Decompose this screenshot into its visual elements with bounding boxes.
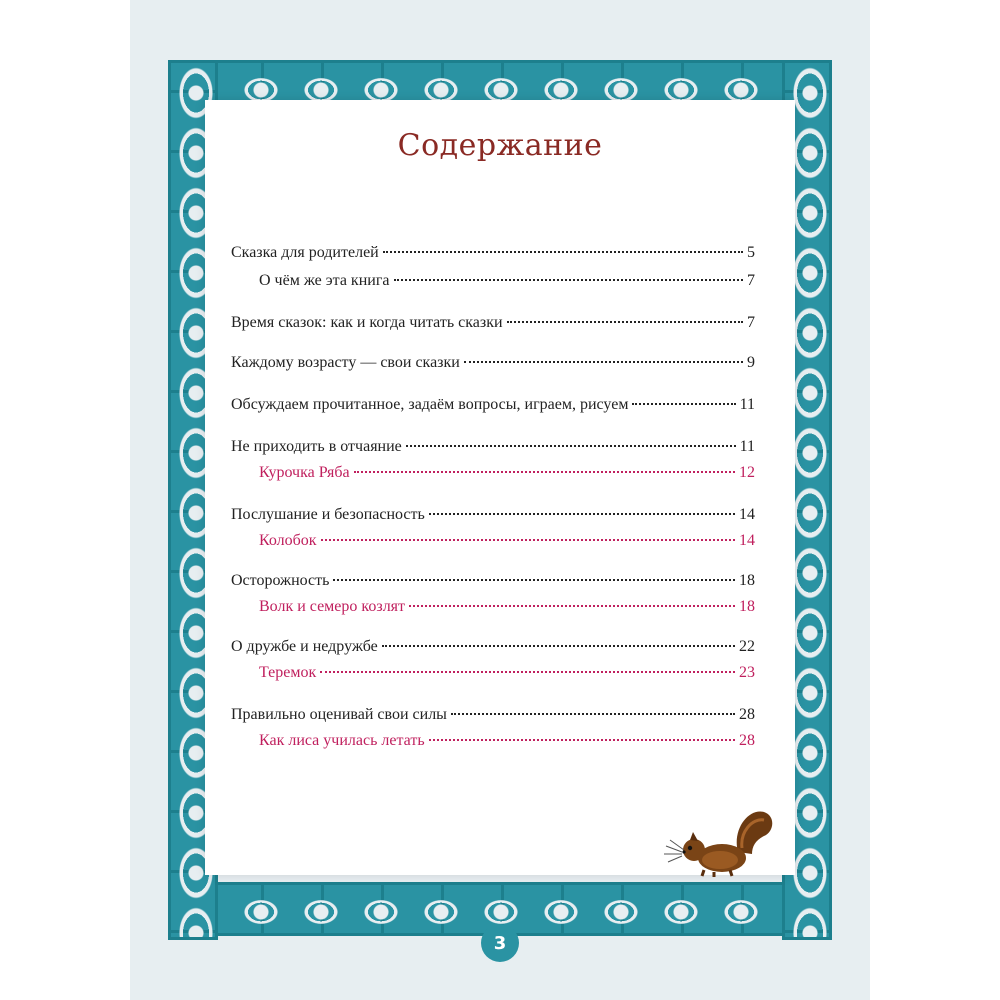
squirrel-illustration — [660, 800, 780, 880]
toc-entry-page: 14 — [739, 506, 755, 523]
leader-dots — [429, 738, 735, 741]
leader-dots — [394, 278, 744, 281]
toc-entry-page: 5 — [747, 244, 755, 261]
toc-entry-label: Каждому возрасту — свои сказки — [231, 354, 460, 371]
toc-entry-page: 11 — [739, 396, 755, 413]
toc-entry[interactable] — [231, 354, 755, 372]
toc-story-entry[interactable] — [259, 598, 755, 616]
leader-dots — [429, 512, 735, 515]
toc-entry-label: О дружбе и недружбе — [231, 638, 378, 655]
toc-entry-page: 9 — [747, 354, 755, 371]
leader-dots — [382, 644, 735, 647]
toc-entry-page: 12 — [739, 464, 755, 481]
toc-entry-label: Послушание и безопасность — [231, 506, 425, 523]
toc-entry-label: Курочка Ряба — [259, 464, 350, 481]
toc-entry-label: Теремок — [259, 664, 317, 681]
toc-entry-page: 28 — [739, 706, 755, 723]
leader-dots — [409, 604, 735, 607]
leader-dots — [632, 402, 735, 405]
leader-dots — [464, 360, 743, 363]
toc-entry-label: О чём же эта книга — [259, 272, 390, 289]
leader-dots — [354, 470, 735, 473]
toc-entry-label: Как лиса училась летать — [259, 732, 425, 749]
toc-entry[interactable] — [231, 438, 755, 456]
toc-entry-page: 7 — [747, 314, 755, 331]
toc-entry-label: Колобок — [259, 532, 317, 549]
toc-entry-page: 28 — [739, 732, 755, 749]
toc-story-entry[interactable] — [259, 732, 755, 750]
content-panel — [205, 100, 795, 875]
toc-entry-label: Осторожность — [231, 572, 330, 589]
toc-entry-label: Правильно оценивай свои силы — [231, 706, 447, 723]
toc-entry-page: 18 — [739, 598, 755, 615]
page-number-badge: 3 — [481, 924, 519, 962]
toc-entry-label: Не приходить в отчаяние — [231, 438, 402, 455]
toc-entry-page: 14 — [739, 532, 755, 549]
leader-dots — [333, 578, 735, 581]
toc-entry[interactable] — [259, 272, 755, 290]
toc-entry[interactable] — [231, 706, 755, 724]
leader-dots — [320, 670, 735, 673]
toc-entry[interactable] — [231, 244, 755, 262]
page-title: Содержание — [397, 128, 603, 163]
leader-dots — [451, 712, 735, 715]
toc-entry-label: Обсуждаем прочитанное, задаём вопросы, играем, рисуем — [231, 396, 629, 413]
toc-entry[interactable] — [231, 314, 755, 332]
toc-entry-page: 18 — [739, 572, 755, 589]
toc-entry-page: 23 — [739, 664, 755, 681]
toc-entry[interactable] — [231, 572, 755, 590]
leader-dots — [507, 320, 743, 323]
toc-entry-label: Сказка для родителей — [231, 244, 379, 261]
toc-entry[interactable] — [231, 396, 755, 414]
toc-entry-page: 11 — [739, 438, 755, 455]
leader-dots — [383, 250, 743, 253]
toc-entry-page: 7 — [747, 272, 755, 289]
toc-story-entry[interactable] — [259, 464, 755, 482]
toc-story-entry[interactable] — [259, 664, 755, 682]
toc-entry[interactable] — [231, 638, 755, 656]
toc-entry[interactable] — [231, 506, 755, 524]
toc-story-entry[interactable] — [259, 532, 755, 550]
leader-dots — [406, 444, 736, 447]
toc-entry-page: 22 — [739, 638, 755, 655]
leader-dots — [321, 538, 735, 541]
toc-entry-label: Волк и семеро козлят — [259, 598, 406, 615]
toc-entry-label: Время сказок: как и когда читать сказки — [231, 314, 503, 331]
